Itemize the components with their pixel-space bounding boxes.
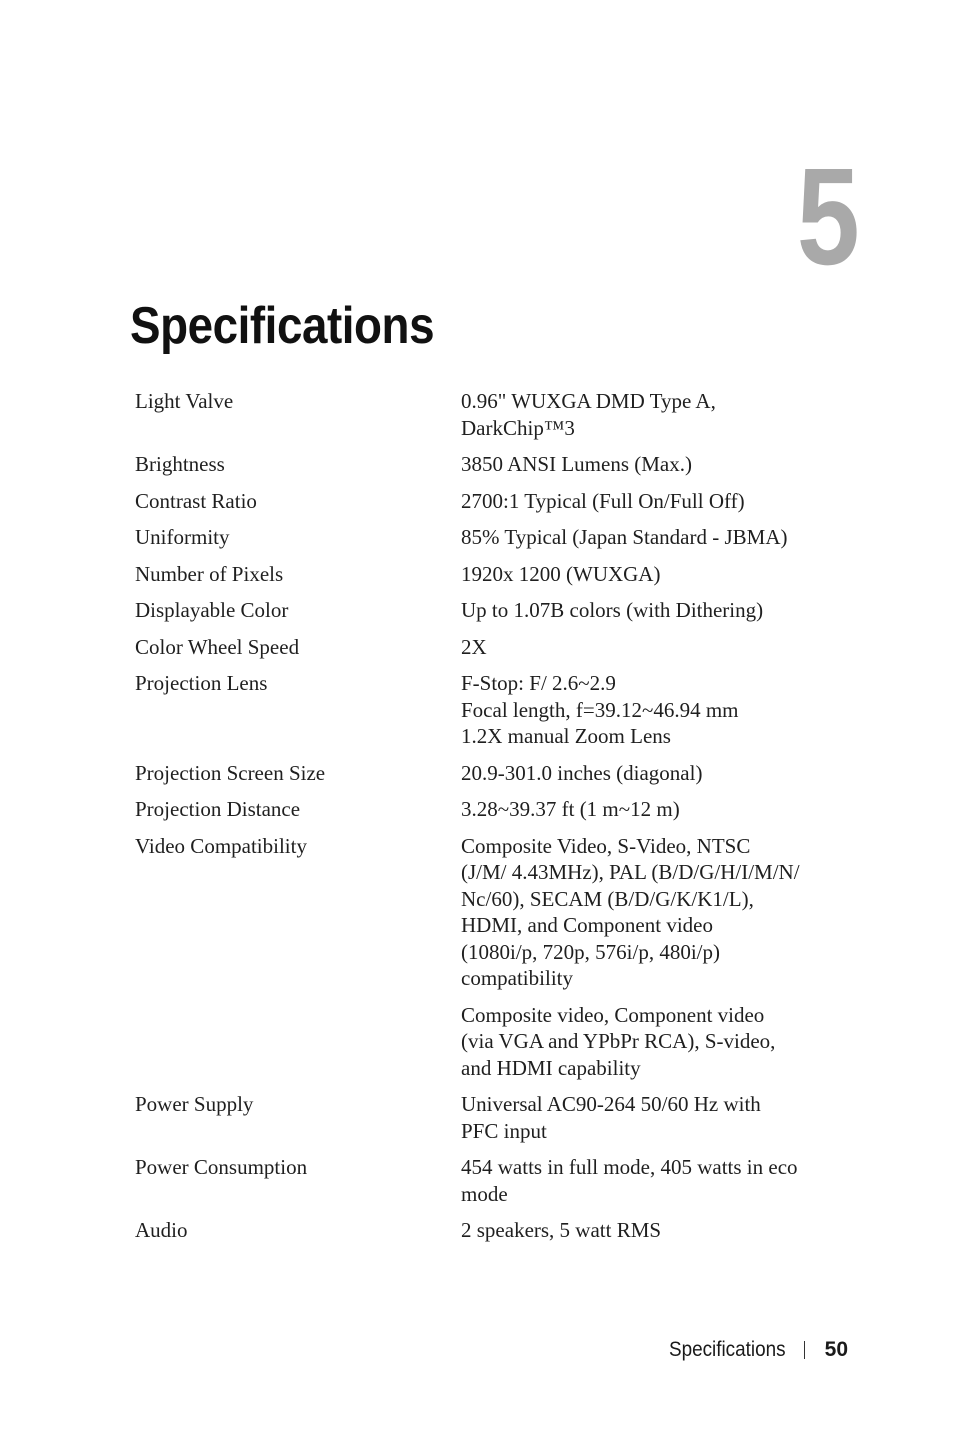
spec-value-paragraph bbox=[461, 1091, 825, 1144]
spec-value-line: (J/M/ 4.43MHz), PAL (B/D/G/H/I/M/N/ bbox=[461, 860, 800, 884]
spec-row bbox=[135, 1217, 825, 1244]
chapter-number: 5 bbox=[797, 140, 860, 294]
spec-label: Number of Pixels bbox=[135, 561, 284, 586]
footer-divider bbox=[804, 1341, 805, 1359]
spec-value bbox=[461, 597, 825, 624]
spec-row bbox=[135, 796, 825, 823]
spec-row bbox=[135, 1091, 825, 1144]
spec-value-line: (via VGA and YPbPr RCA), S-video, bbox=[461, 1029, 776, 1053]
spec-value-line: Universal AC90-264 50/60 Hz with bbox=[461, 1092, 761, 1116]
spec-value bbox=[461, 1154, 825, 1207]
spec-row bbox=[135, 760, 825, 787]
spec-value-line: 3850 ANSI Lumens (Max.) bbox=[461, 452, 692, 476]
spec-label: Light Valve bbox=[135, 389, 234, 413]
spec-value-line: 2 speakers, 5 watt RMS bbox=[461, 1218, 662, 1242]
spec-value-paragraph bbox=[461, 796, 825, 823]
page-title: Specifications bbox=[130, 297, 435, 355]
page-footer bbox=[656, 1338, 848, 1362]
spec-value-line: compatibility bbox=[461, 966, 573, 990]
spec-value-line: F-Stop: F/ 2.6~2.9 bbox=[461, 671, 616, 695]
spec-row bbox=[135, 451, 825, 478]
spec-label: Projection Screen Size bbox=[135, 760, 326, 785]
page-number: 50 bbox=[824, 1338, 848, 1361]
spec-value-paragraph bbox=[461, 561, 825, 588]
spec-value-paragraph bbox=[461, 488, 825, 515]
spec-value-paragraph bbox=[461, 451, 825, 478]
spec-value-line: 454 watts in full mode, 405 watts in eco bbox=[461, 1155, 798, 1179]
spec-value-line: Up to 1.07B colors (with Dithering) bbox=[461, 598, 764, 622]
spec-label: Projection Distance bbox=[135, 797, 301, 821]
spec-value-paragraph bbox=[461, 1154, 825, 1207]
spec-label: Displayable Color bbox=[135, 598, 289, 622]
spec-value-paragraph bbox=[461, 1002, 825, 1082]
spec-label: Video Compatibility bbox=[135, 833, 307, 858]
spec-row bbox=[135, 1154, 825, 1207]
spec-value-line: Focal length, f=39.12~46.94 mm bbox=[461, 697, 739, 722]
spec-value bbox=[461, 760, 825, 787]
spec-label: Projection Lens bbox=[135, 671, 268, 695]
spec-value bbox=[461, 833, 825, 1082]
spec-value-paragraph bbox=[461, 524, 825, 551]
spec-value-paragraph bbox=[461, 670, 825, 750]
spec-value bbox=[461, 670, 825, 750]
spec-value-line: Composite Video, S-Video, NTSC bbox=[461, 833, 751, 858]
spec-value bbox=[461, 796, 825, 823]
spec-value bbox=[461, 561, 825, 588]
spec-value-line: Composite video, Component video bbox=[461, 1002, 765, 1027]
spec-label: Audio bbox=[135, 1218, 188, 1242]
footer-section-title: Specifications bbox=[669, 1338, 786, 1361]
spec-value-line: 3.28~39.37 ft (1 m~12 m) bbox=[461, 797, 680, 821]
spec-value-line: 2X bbox=[461, 634, 487, 659]
spec-value-line: mode bbox=[461, 1181, 508, 1206]
spec-value-paragraph bbox=[461, 833, 825, 992]
spec-row bbox=[135, 488, 825, 515]
spec-value-paragraph bbox=[461, 760, 825, 787]
spec-label: Brightness bbox=[135, 452, 225, 476]
spec-row bbox=[135, 388, 825, 441]
spec-value-line: 85% Typical (Japan Standard - JBMA) bbox=[461, 525, 788, 549]
spec-value bbox=[461, 1091, 825, 1144]
spec-value bbox=[461, 388, 825, 441]
spec-value bbox=[461, 1217, 825, 1244]
spec-value-line: Nc/60), SECAM (B/D/G/K/K1/L), bbox=[461, 886, 754, 911]
spec-value-line: PFC input bbox=[461, 1118, 547, 1143]
spec-value-line: 1.2X manual Zoom Lens bbox=[461, 724, 671, 748]
spec-row bbox=[135, 634, 825, 661]
spec-value-paragraph bbox=[461, 634, 825, 661]
spec-value-line: (1080i/p, 720p, 576i/p, 480i/p) bbox=[461, 939, 720, 964]
spec-label: Power Supply bbox=[135, 1092, 254, 1116]
spec-row bbox=[135, 670, 825, 750]
spec-row bbox=[135, 524, 825, 551]
spec-value bbox=[461, 488, 825, 515]
spec-value bbox=[461, 634, 825, 661]
spec-value-line: DarkChip™3 bbox=[461, 415, 575, 440]
spec-row bbox=[135, 597, 825, 624]
spec-value bbox=[461, 451, 825, 478]
spec-value-line: and HDMI capability bbox=[461, 1055, 641, 1080]
spec-row bbox=[135, 561, 825, 588]
spec-label: Color Wheel Speed bbox=[135, 634, 300, 659]
spec-row bbox=[135, 833, 825, 1082]
spec-table bbox=[135, 388, 825, 1254]
spec-value-line: 20.9-301.0 inches (diagonal) bbox=[461, 760, 703, 785]
spec-value bbox=[461, 524, 825, 551]
spec-label: Power Consumption bbox=[135, 1155, 308, 1179]
spec-label: Contrast Ratio bbox=[135, 488, 257, 513]
spec-value-line: 0.96" WUXGA DMD Type A, bbox=[461, 389, 716, 413]
spec-value-paragraph bbox=[461, 388, 825, 441]
spec-value-line: 2700:1 Typical (Full On/Full Off) bbox=[461, 488, 745, 513]
spec-value-paragraph bbox=[461, 597, 825, 624]
spec-label: Uniformity bbox=[135, 525, 230, 549]
spec-value-line: HDMI, and Component video bbox=[461, 913, 713, 937]
spec-value-line: 1920x 1200 (WUXGA) bbox=[461, 561, 661, 586]
spec-value-paragraph bbox=[461, 1217, 825, 1244]
